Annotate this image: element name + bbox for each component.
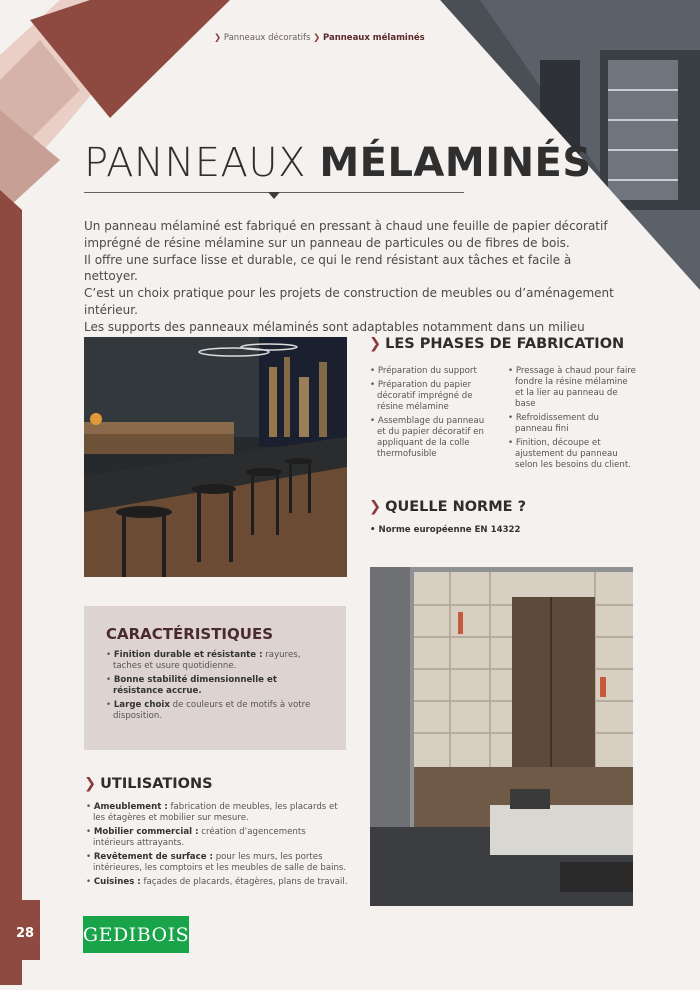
list-item-bold: Mobilier commercial : [93,827,199,837]
phases-col2 [508,366,638,474]
list-item-text: pour les murs, les portes intérieures, les comptoirs et les meubles de salle de bains. [93,852,347,873]
utilisations-heading-text: UTILISATIONS [100,776,213,792]
breadcrumb-current: Panneaux mélaminés [322,33,425,43]
list-item-text: Préparation du support [377,366,477,376]
list-item: • Large choix de couleurs et de motifs à votre disposition. [106,700,311,721]
list-item: • Revêtement de surface : pour les murs, les portes intérieures, les comptoirs et les meubles de salle de bains. [86,852,347,873]
breadcrumb-parent[interactable]: Panneaux décoratifs [223,33,311,43]
list-item-text: Finition, découpe et ajustement du panneau selon les besoins du client. [515,438,631,470]
list-item-text: Préparation du papier décoratif imprégné de résine mélamine [377,380,473,412]
norme-value: Norme européenne EN 14322 [378,525,521,535]
utilisations-list [86,802,348,891]
breadcrumb [214,33,425,43]
list-item-bold: Finition durable et résistante : [113,650,263,660]
list-item: • Pressage à chaud pour faire fondre la résine mélamine et la lier au panneau de base [508,366,636,409]
list-item-text: Pressage à chaud pour faire fondre la résine mélamine et la lier au panneau de base [515,366,636,409]
list-item: • Préparation du support [370,366,477,376]
list-item: • Refroidissement du panneau fini [508,413,599,434]
list-item: • Ameublement : fabrication de meubles, les placards et les étagères et mobilier sur mesure. [86,802,338,823]
list-item: • Finition durable et résistante : rayures, taches et usure quotidienne. [106,650,301,671]
chevron-right-icon: ❯ [369,499,382,515]
chevron-right-icon: ❯ [369,336,382,352]
chevron-right-icon: ❯ [84,776,97,792]
intro-line: Les supports des panneaux mélaminés sont adaptables notamment dans un milieu [84,319,585,334]
list-item: • Mobilier commercial : création d’agencements intérieurs attrayants. [86,827,306,848]
phases-heading [369,336,624,352]
list-item: • Préparation du papier décoratif imprégné de résine mélamine [370,380,473,412]
list-item-text: de couleurs et de motifs à votre disposition. [113,700,311,721]
list-item-text: façades de placards, étagères, plans de travail. [140,877,348,887]
list-item-text: Refroidissement du panneau fini [515,413,599,434]
utilisations-heading [84,776,213,792]
title-underline-marker [268,192,280,199]
phases-col1 [370,366,488,463]
list-item-bold: Bonne stabilité dimensionnelle et résistance accrue. [113,675,277,696]
list-item-text: Assemblage du panneau et du papier décoratif en appliquant de la colle thermofusible [377,416,485,459]
norme-text: • Norme européenne EN 14322 [370,525,521,535]
list-item: • Assemblage du panneau et du papier décoratif en appliquant de la colle thermofusible [370,416,485,459]
caracteristiques-heading: CARACTÉRISTIQUES [106,625,273,643]
list-item: • Bonne stabilité dimensionnelle et résistance accrue. [106,675,277,696]
list-item-text: fabrication de meubles, les placards et les étagères et mobilier sur mesure. [93,802,338,823]
list-item-text: création d’agencements intérieurs attrayants. [93,827,306,848]
list-item: • Cuisines : façades de placards, étagères, plans de travail. [86,877,348,887]
intro-line: Il offre une surface lisse et durable, ce qui le rend résistant aux tâches et facile à nettoyer. [84,252,572,284]
shelving-photo [370,567,633,906]
list-item-bold: Ameublement : [93,802,168,812]
list-item-text: rayures, taches et usure quotidienne. [113,650,301,671]
page-number: 28 [16,926,35,941]
list-item: • Finition, découpe et ajustement du panneau selon les besoins du client. [508,438,631,470]
chevron-right-icon: ❯ [313,33,321,43]
phases-heading-text: LES PHASES DE FABRICATION [385,336,625,352]
gedibois-logo[interactable]: GEDIBOIS [83,916,189,953]
intro-line: C’est un choix pratique pour les projets de construction de meubles ou d’aménagement intérieur. [84,286,614,317]
chevron-right-icon: ❯ [214,33,222,43]
list-item-bold: Revêtement de surface : [93,852,213,862]
list-item-bold: Large choix [113,700,170,710]
norme-heading [369,499,526,515]
intro-line: imprégné de résine mélamine sur un panneau de particules ou de fibres de bois. [84,235,570,250]
bar-photo [84,337,347,577]
caracteristiques-list [106,650,321,725]
list-item-bold: Cuisines : [93,877,141,887]
title-bold: MÉLAMINÉS [319,140,592,186]
norme-heading-text: QUELLE NORME ? [385,499,527,515]
intro-line: Un panneau mélaminé est fabriqué en pressant à chaud une feuille de papier décoratif [84,219,608,233]
page-title [84,140,592,186]
title-light: PANNEAUX [84,140,307,186]
